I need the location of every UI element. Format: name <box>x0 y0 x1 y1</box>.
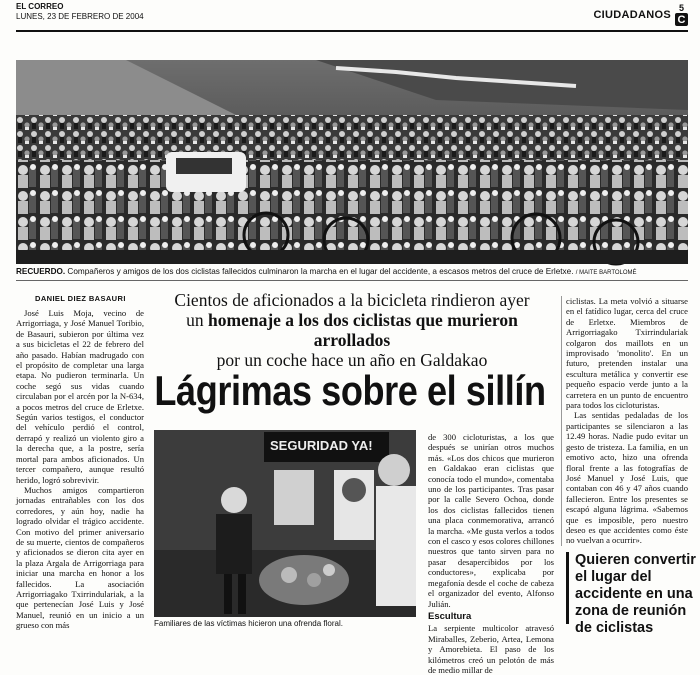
caption-text: Compañeros y amigos de los dos ciclistas fallecidos culminaron la marcha en el lugar del accidente, a escasos metros del cruce de Erletxe. <box>67 267 574 276</box>
masthead-rule <box>16 30 688 32</box>
page-number: 5 <box>678 3 684 13</box>
kicker-line-2 <box>152 310 552 350</box>
subhead: Escultura <box>428 610 472 622</box>
logo-icon: C <box>675 13 688 26</box>
kicker-line-2b: homenaje a los dos ciclistas que murieron arrollados <box>208 310 518 350</box>
article-paragraph: Las sentidas pedaladas de los participantes se silenciaron a las 12.49 horas. Nadie pudo evitar un gesto de tristeza. La familia, en un emotivo acto, hizo una ofrenda floral frente a las fotografías de José Manuel y José Luis, que contaban con 46 y 47 años cuando fallecieron. Entre los presentes se escapó alguna lágrima. «Sabemos que es imposible, pero nuestro deseo es que accidentes como éste no vuelvan a ocurrir». <box>566 410 688 546</box>
section-header <box>593 4 688 26</box>
article-column-2 <box>428 432 554 675</box>
kicker-line-3: por un coche hace un año en Galdakao <box>216 350 488 370</box>
article-paragraph: José Luis Moja, vecino de Arrigorriaga, y José Manuel Toribio, de Basauri, subieron por última vez a sus bicicletas el 22 de febrero del año pasado. Habían madrugado con el propósito de completar una larga etapa. No pudieron terminarla. Un coche segó sus vidas cuando circulaban por el arcén por la N-634, a pocos metros del cruce de Erletxe. Según varios testigos, el conductor del vehículo perdió el control, derrapó y realizó un violento giro a la derecha que, a la postre, sería mortal para ambos aficionados. Un tercer compañero, aunque resultó herido, logró sobrevivir. <box>16 308 144 485</box>
article-paragraph: Muchos amigos compartieron jornadas entrañables con los dos corredores, y aún hoy, nadie ha logrado olvidar el trágico accidente. Con motivo del primer aniversario de su muerte, cientos de compañeros y aficionados se dieron cita ayer en la plaza Argala de Arrigorriaga para iniciar una marcha en honor a los fallecidos. La asociación Arrigorriagako Txirrindulariak, a la que pertenecían José Luis y José Manuel, reunió en un inicio a un grueso con más <box>16 484 144 631</box>
kicker-line-2a: un <box>186 310 204 330</box>
article-paragraph: La serpiente multicolor atravesó Miraballes, Zeberio, Artea, Lemona y Amorebieta. El paso de los kilómetros creó un pelotón de más de medio millar de <box>428 623 554 675</box>
section-name: CIUDADANOS <box>593 9 671 21</box>
pullquote-box <box>566 552 697 636</box>
caption-lead: RECUERDO. <box>16 267 66 276</box>
publication-date: LUNES, 23 DE FEBRERO DE 2004 <box>16 12 144 21</box>
bottom-photo <box>154 430 416 617</box>
top-photo-caption <box>16 267 688 278</box>
column-divider <box>561 296 562 546</box>
article-paragraph: ciclistas. La meta volvió a situarse en el fatídico lugar, cerca del cruce de Erletxe. Miembros de Arrigorriagako Txirrindulariak colgaron dos maillots en un improvisado 'monolito'. En un futuro, pretenden instalar una escultura metálica y convertir ese pequeño espacio verde junto a la carretera en un punto de encuentro para todos los cicloturistas. <box>566 296 688 411</box>
article-column-3 <box>566 296 688 548</box>
caption-rule <box>16 280 688 281</box>
byline: DANIEL DIEZ BASAURI <box>35 294 126 303</box>
kicker <box>152 290 552 370</box>
article-paragraph: de 300 cicloturistas, a los que después se unirían otros muchos más. «Los dos chicos que murieron en Galdakao eran ciclistas que conocía todo el mundo», comentaba uno de los participantes. Tras pasar por la calle Severo Ochoa, donde los dos ciclistas fallecidos tienen una placa conmemorativa, arrancó la marcha. «Me gusta verlos a todos con el casco y esos colores chillones nuestros que tanto sirven para no pasar desapercibidos por los conductores», explicaba por megafonía desde el coche de cabeza el organizador del evento, Alfonso Julián. <box>428 432 554 609</box>
headline: Lágrimas sobre el sillín <box>154 367 546 414</box>
masthead <box>16 2 144 22</box>
photo-credit: / MAITE BARTOLOMÉ <box>575 270 637 276</box>
banner-text: SEGURIDAD YA! <box>270 438 373 453</box>
top-photo <box>16 60 688 264</box>
bottom-photo-caption: Familiares de las víctimas hicieron una ofrenda floral. <box>154 619 343 628</box>
page-box <box>675 4 688 26</box>
kicker-line-1: Cientos de aficionados a la bicicleta rindieron ayer <box>174 290 530 310</box>
article-column-1 <box>16 308 144 631</box>
pullquote: Quieren convertir el lugar del accidente en una zona de reunión de ciclistas <box>575 552 696 636</box>
newspaper-name: EL CORREO <box>16 2 64 11</box>
